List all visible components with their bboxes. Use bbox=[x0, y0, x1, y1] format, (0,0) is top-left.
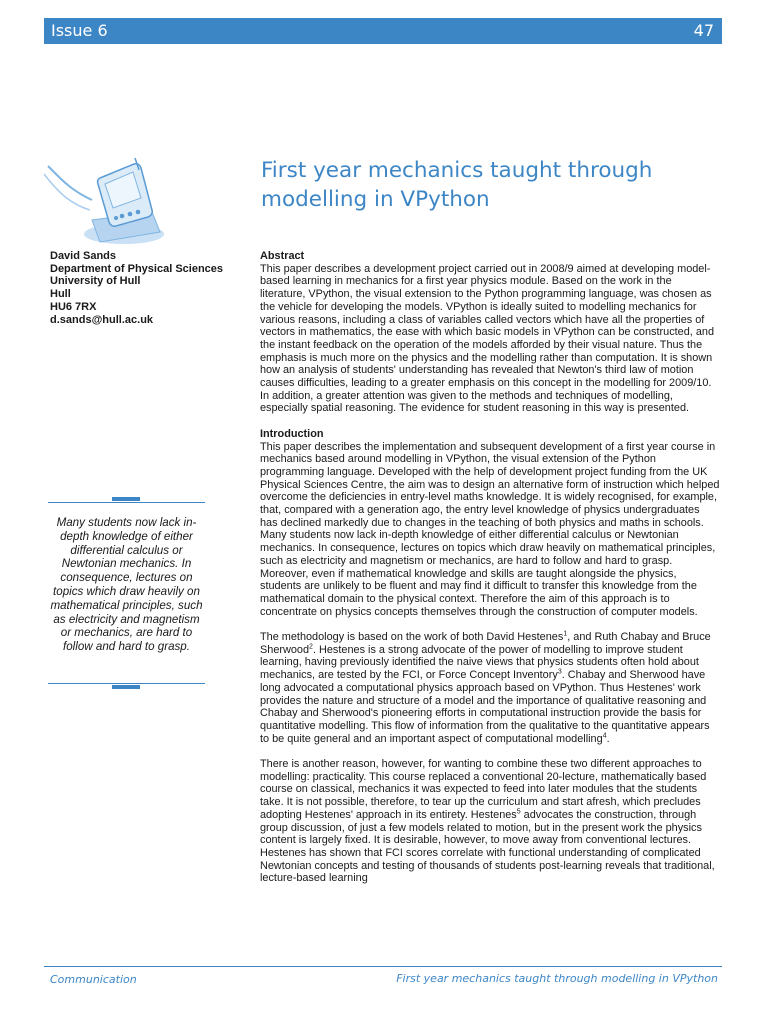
footnote-ref: 5 bbox=[516, 808, 521, 816]
author-email: d.sands@hull.ac.uk bbox=[50, 313, 154, 326]
pull-quote-top-rule bbox=[48, 502, 205, 503]
pda-handheld-device-icon bbox=[40, 148, 170, 248]
pull-quote-text: Many students now lack in-depth knowledge of either differential calculus or Newtonian mechanics. In consequence, lectures on topics which draw heavily on mathematical principles, such as electricity and magnetism or mechanics, are hard to follow and hard to grasp. bbox=[50, 516, 203, 654]
introduction-paragraph-2: The methodology is based on the work of both David Hestenes$^1$, and Ruth Chabay and Bruce Sherwood$^2$. Hestenes is a strong advocate of the power of modelling to improve student learning, having previously identified the naive views that physics students often hold about mechanics, are tested by the FCI, or Force Concept Inventory$^3$. Chabay and Sherwood have long advocated a computational physics approach based on VPython. Thus Hestenes' work provides the nature and structure of a model and the importance of qualitative reasoning and Chabay and Sherwood's pioneering efforts in computational instruction provide the basis for quantitative modelling. This flow of information from the qualitative to the quantitative appears to be quite general and an important aspect of computational modelling$^4$. bbox=[260, 630, 711, 745]
pull-quote-bottom-tab bbox=[112, 685, 140, 689]
page-number: 47 bbox=[693, 21, 714, 40]
author-block bbox=[50, 250, 250, 326]
abstract-heading: Abstract bbox=[260, 250, 305, 262]
header-bar bbox=[44, 18, 722, 44]
author-university: University of Hull bbox=[50, 275, 141, 288]
introduction-paragraph-3: There is another reason, however, for wanting to combine these two different approaches to modelling: practicality. This course replaced a conventional 20-lecture, mathematically based course on classical, mechanics it was expected to feed into later modules that the students take. It is not possible, therefore, to tear up the curriculum and start afresh, which precludes adopting Hestenes' approach in its entirety. Hestenes$^5$ advocates the construction, through group discussion, of just a few models related to motion, but in the present work the physics content is largely fixed. It is desirable, however, to move away from conventional lectures. Hestenes has shown that FCI scores correlate with functional understanding of complicated Newtonian concepts and testing of thousands of students post-learning reveals that traditional, lecture-based learning bbox=[260, 758, 715, 885]
author-postcode: HU6 7RX bbox=[50, 300, 97, 313]
introduction-heading: Introduction bbox=[260, 427, 324, 440]
pull-quote-top-tab bbox=[112, 497, 140, 501]
footnote-ref: 1 bbox=[563, 630, 568, 638]
author-department: Department of Physical Sciences bbox=[50, 262, 224, 275]
pull-quote-box bbox=[48, 497, 205, 689]
article-title: First year mechanics taught through modelling in VPython bbox=[261, 158, 653, 212]
author-name: David Sands bbox=[50, 250, 117, 262]
introduction-paragraph-1: This paper describes the implementation and subsequent development of a first year course in mechanics based around modelling in VPython, the visual extension of the Python programming language. Developed with the help of development project funding from the UK Physical Sciences Centre, the aim was to design an alternative form of instruction which helped overcome the deficiencies in entry-level maths knowledge. It is widely recognised, for example, that, compared with a generation ago, the entry level knowledge of physics undergraduates has declined markedly due to changes in the teaching of both physics and maths in schools. Many students now lack in-depth knowledge of either differential calculus or Newtonian mechanics. In consequence, lectures on topics which draw heavily on mathematical principles, such as electricity and magnetism or mechanics, are hard to follow and hard to grasp. Moreover, even if mathematical knowledge and skills are taught alongside the physics, students are unlikely to be fluent and may find it difficult to transfer this knowledge from the mathematical domain to the physical context. Therefore the aim of this approach is to concentrate on physics concepts themselves through the construction of computer models. bbox=[260, 440, 720, 618]
pull-quote-bottom-rule bbox=[48, 683, 205, 684]
abstract-text: This paper describes a development project carried out in 2008/9 aimed at developing model-based learning in mechanics for a first year physics module. Based on the work in the literature, VPython, the visual extension to the Python programming language, was chosen as the vehicle for developing the models. VPython is ideally suited to modelling mechanics for various reasons, including a class of variables called vectors which have all the properties of vectors in mathematics, the ease with which basic models in VPython can be constructed, and the instant feedback on the operation of the models afforded by their visual nature. Thus the emphasis is much more on the physics and the modelling rather than computation. It is shown how an analysis of students' understanding has revealed that Newton's third law of motion causes difficulties, leading to a greater emphasis on this concept in the modelling for 2009/10. In addition, a greater attention was given to the methods and techniques of modelling, especially spatial reasoning. The evidence for student reasoning in this way is presented. bbox=[260, 262, 715, 415]
issue-label: Issue 6 bbox=[51, 21, 108, 40]
footnote-ref: 3 bbox=[557, 668, 562, 676]
footer-section-label: Communication bbox=[50, 973, 137, 986]
author-city: Hull bbox=[50, 288, 71, 301]
footnote-ref: 2 bbox=[309, 643, 313, 651]
footer-rule bbox=[44, 966, 722, 967]
footnote-ref: 4 bbox=[602, 732, 607, 740]
footer-running-title: First year mechanics taught through modelling in VPython bbox=[396, 972, 718, 985]
article-body bbox=[260, 250, 720, 885]
